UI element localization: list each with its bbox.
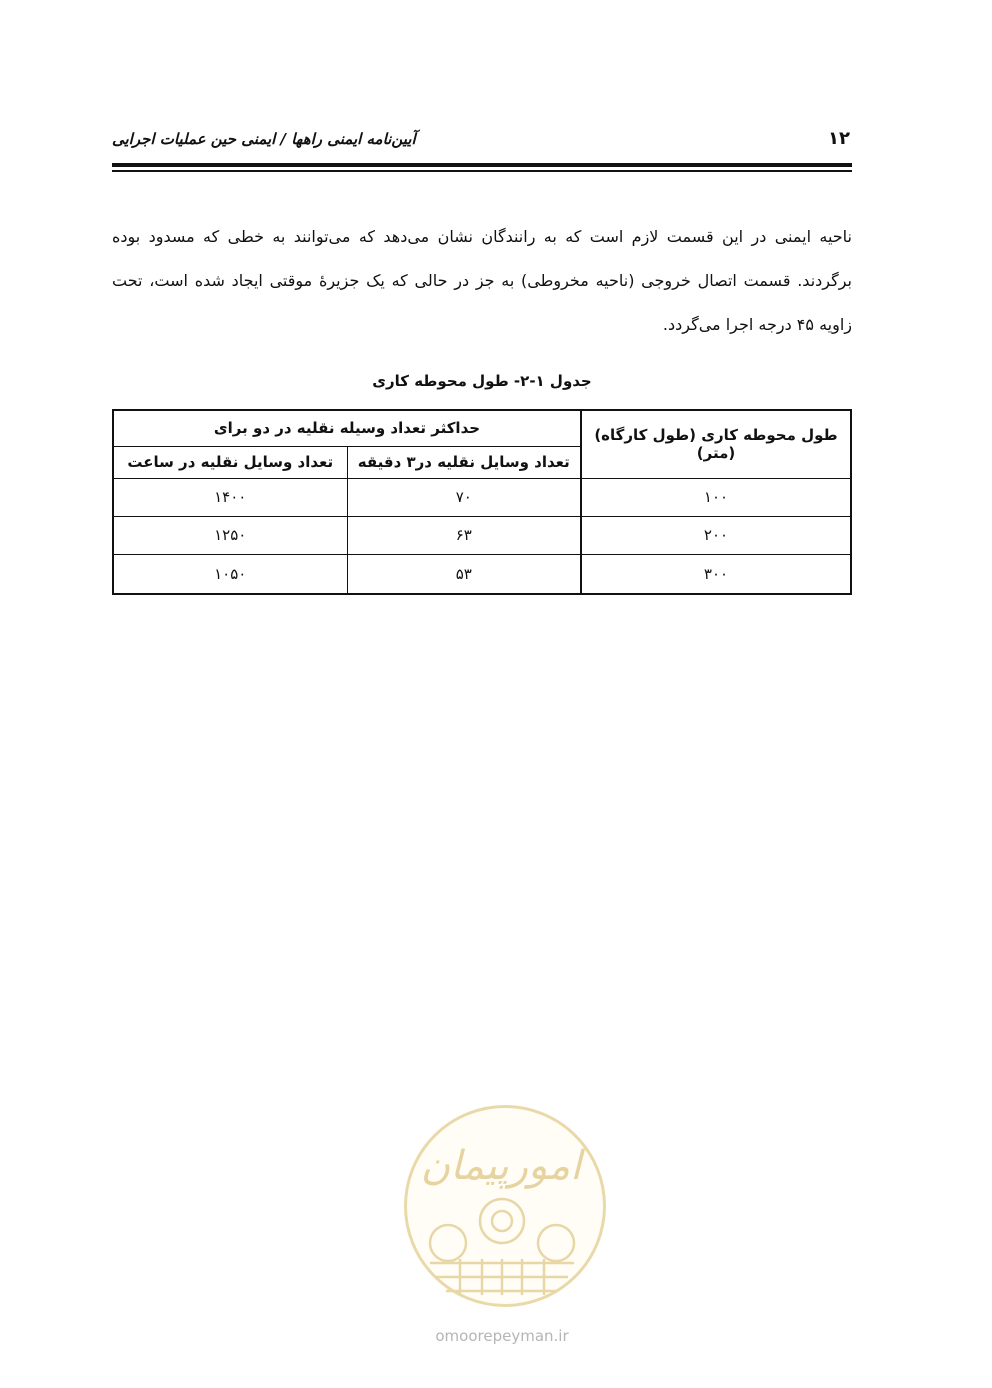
cell-per-hour: ۱۲۵۰	[113, 516, 347, 554]
gear-icon	[410, 1185, 594, 1297]
watermark-script: امورپیمان	[420, 1143, 582, 1189]
body-paragraph: ناحیه ایمنی در این قسمت لازم است که به رانندگان نشان می‌دهد که می‌توانند به خطی که مسدود بوده برگردند. قسمت اتصال خروجی (ناحیه مخروطی) به جز در حالی که یک جزیرۀ موقتی ایجاد شده است، تحت زاویه ۴۵ درجه اجرا می‌گردد.	[112, 227, 852, 334]
cell-per-3min: ۵۳	[347, 555, 581, 594]
cell-length: ۱۰۰	[581, 478, 851, 516]
header-vehicles-per-3min: تعداد وسایل نقلیه در۳ دقیقه	[347, 446, 581, 478]
table-row	[113, 516, 851, 554]
header-work-zone-length: طول محوطه کاری (طول کارگاه) (متر)	[581, 410, 851, 478]
work-zone-table	[112, 409, 852, 595]
watermark-site: omoorepeyman.ir	[435, 1327, 569, 1345]
cell-per-hour: ۱۴۰۰	[113, 478, 347, 516]
page-number: ۱۲	[828, 128, 850, 149]
page-header	[112, 128, 852, 158]
cell-length: ۳۰۰	[581, 555, 851, 594]
table-caption: جدول ۱-۲- طول محوطه کاری	[372, 372, 592, 390]
header-rule-thin	[112, 170, 852, 172]
cell-per-3min: ۷۰	[347, 478, 581, 516]
header-max-vehicles: حداکثر تعداد وسیله نقلیه در دو برای	[113, 410, 581, 446]
running-title: آیین‌نامه ایمنی راهها / ایمنی حین عملیات اجرایی	[112, 130, 416, 148]
cell-per-hour: ۱۰۵۰	[113, 555, 347, 594]
table-row	[113, 478, 851, 516]
header-rule-thick	[112, 163, 852, 167]
header-vehicles-per-hour: تعداد وسایل نقلیه در ساعت	[113, 446, 347, 478]
cell-per-3min: ۶۳	[347, 516, 581, 554]
cell-length: ۲۰۰	[581, 516, 851, 554]
table-row	[113, 555, 851, 594]
watermark-logo	[396, 1093, 608, 1353]
